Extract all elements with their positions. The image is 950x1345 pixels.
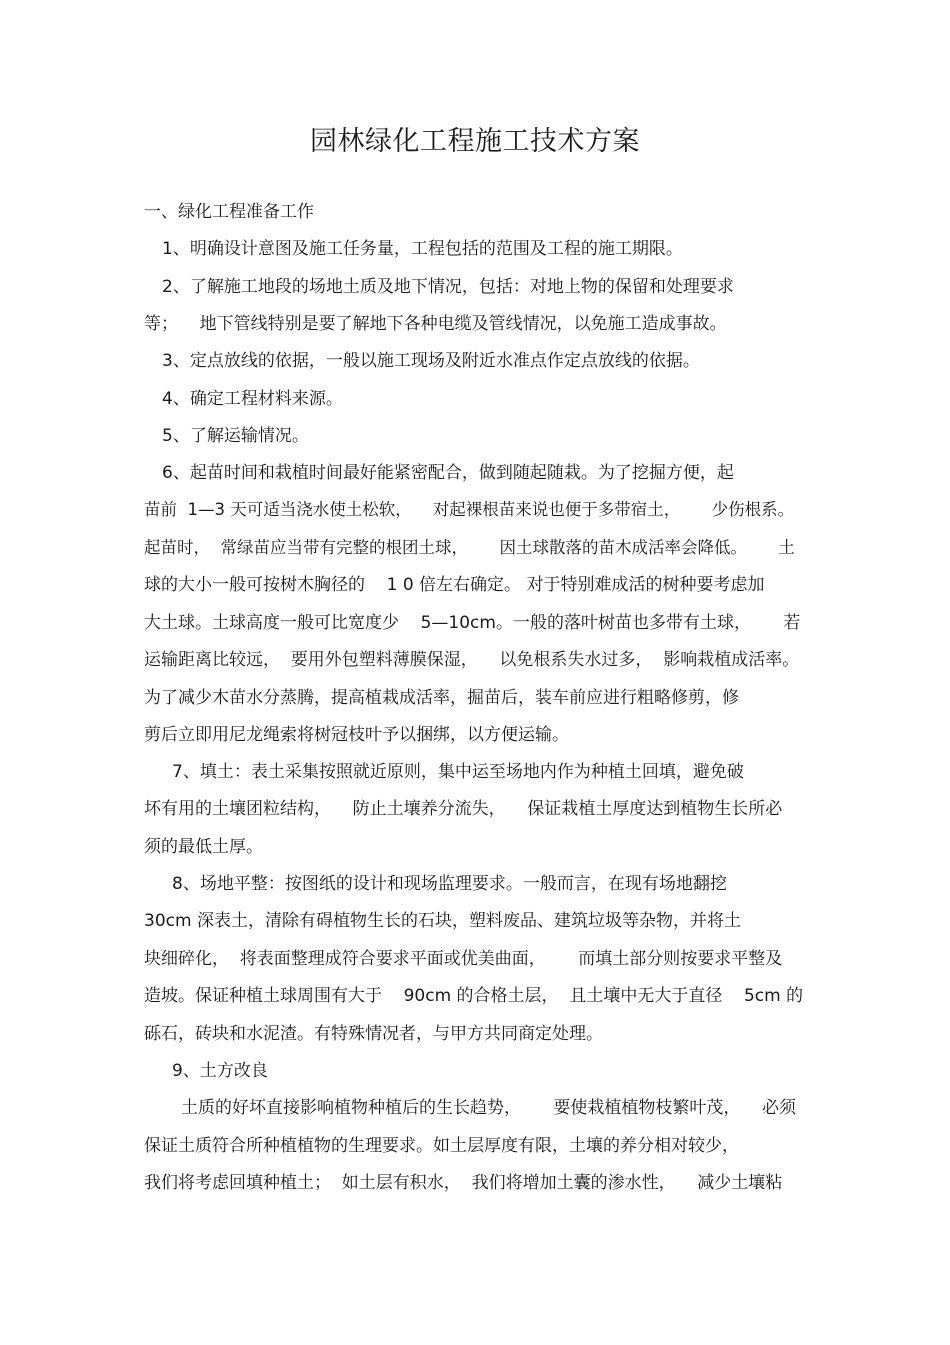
paragraph-line: 块细碎化， 将表面整理成符合要求平面或优美曲面， 而填土部分则按要求平整及 bbox=[144, 949, 783, 969]
paragraph-line: 9、土方改良 bbox=[172, 1061, 268, 1081]
section-heading: 一、绿化工程准备工作 bbox=[144, 202, 314, 222]
paragraph-line: 坏有用的土壤团粒结构， 防止土壤养分流失， 保证栽植土厚度达到植物生长所必 bbox=[144, 799, 783, 819]
paragraph-line: 苗前 1—3 天可适当浇水使土松软， 对起裸根苗来说也便于多带宿土， 少伤根系。 bbox=[144, 500, 795, 519]
paragraph-line: 须的最低土厚。 bbox=[144, 837, 263, 857]
paragraph-line: 30cm 深表土，清除有碍植物生长的石块，塑料废品、建筑垃圾等杂物，并将土 bbox=[144, 911, 741, 931]
paragraph-line: 造坡。保证种植土球周围有大于 90cm 的合格土层， 且土壤中无大于直径 5cm 的 bbox=[144, 986, 804, 1006]
paragraph-line: 2、了解施工地段的场地土质及地下情况，包括：对地上物的保留和处理要求 bbox=[162, 277, 734, 297]
paragraph-line: 大土球。土球高度一般可比宽度少 5—10cm。一般的落叶树苗也多带有土球， 若 bbox=[144, 613, 801, 633]
paragraph-line: 砾石，砖块和水泥渣。有特殊情况者，与甲方共同商定处理。 bbox=[144, 1024, 603, 1044]
paragraph-line: 剪后立即用尼龙绳索将树冠枝叶予以捆绑，以方便运输。 bbox=[144, 725, 569, 745]
paragraph-line: 1、明确设计意图及施工任务量，工程包括的范围及工程的施工期限。 bbox=[162, 239, 683, 259]
paragraph-line: 3、定点放线的依据，一般以施工现场及附近水准点作定点放线的依据。 bbox=[162, 351, 700, 371]
paragraph-line: 起苗时， 常绿苗应当带有完整的根团土球， 因土球散落的苗木成活率会降低。 土 bbox=[144, 538, 795, 557]
paragraph-line: 土质的好坏直接影响植物种植后的生长趋势， 要使栽植植物枝繁叶茂， 必须 bbox=[181, 1098, 797, 1118]
paragraph-line: 4、确定工程材料来源。 bbox=[162, 389, 343, 409]
paragraph-line: 6、起苗时间和栽植时间最好能紧密配合，做到随起随栽。为了挖掘方便，起 bbox=[162, 463, 734, 483]
paragraph-line: 我们将考虑回填种植土； 如土层有积水， 我们将增加土囊的渗水性， 减少土壤粘 bbox=[144, 1173, 783, 1193]
paragraph-line: 8、场地平整：按图纸的设计和现场监理要求。一般而言，在现有场地翻挖 bbox=[172, 874, 727, 894]
paragraph-line: 等； 地下管线特别是要了解地下各种电缆及管线情况，以免施工造成事故。 bbox=[144, 314, 727, 334]
paragraph-line: 球的大小一般可按树木胸径的 1 0 倍左右确定。 对于特别难成活的树种要考虑加 bbox=[144, 575, 765, 595]
paragraph-line: 运输距离比较远， 要用外包塑料薄膜保湿， 以免根系失水过多， 影响栽植成活率。 bbox=[144, 650, 800, 670]
document-title: 园林绿化工程施工技术方案 bbox=[310, 126, 640, 157]
paragraph-line: 5、了解运输情况。 bbox=[162, 426, 309, 446]
paragraph-line: 保证土质符合所种植植物的生理要求。如土层厚度有限，土壤的养分相对较少， bbox=[144, 1136, 739, 1156]
paragraph-line: 7、填土：表土采集按照就近原则，集中运至场地内作为种植土回填，避免破 bbox=[172, 762, 744, 782]
paragraph-line: 为了减少木苗水分蒸腾，提高植栽成活率，掘苗后，装车前应进行粗略修剪，修 bbox=[144, 688, 739, 708]
